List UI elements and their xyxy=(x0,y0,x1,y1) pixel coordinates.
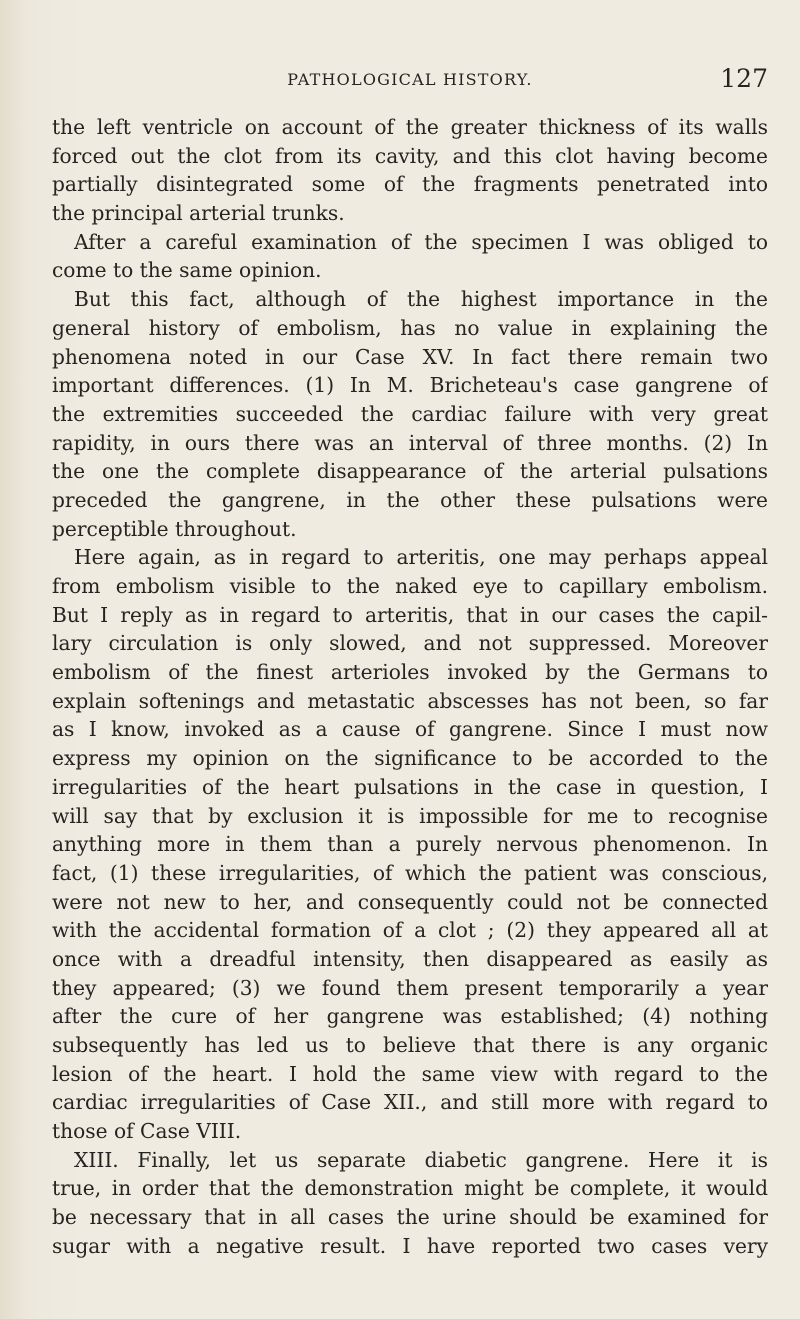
text-line: But this fact, although of the highest importance in the xyxy=(74,287,768,312)
text-line: forced out the clot from its cavity, and this clot having become xyxy=(52,143,768,168)
text-line: embolism of the finest arterioles invoked by the Germans to xyxy=(52,660,768,685)
text-line: the one the complete disappearance of the arterial pulsations xyxy=(52,459,768,484)
text-line: the extremities succeeded the cardiac failure with very great xyxy=(52,401,768,426)
text-line: from embolism visible to the naked eye to capillary embolism. xyxy=(52,574,768,598)
text-line: preceded the gangrene, in the other these pulsations were xyxy=(52,487,768,512)
text-line: lary circulation is only slowed, and not suppressed. Moreover xyxy=(52,631,768,656)
text-line: true, in order that the demonstration might be complete, it would xyxy=(52,1176,768,1201)
text-line: lesion of the heart. I hold the same view with regard to the xyxy=(52,1061,768,1086)
body-text xyxy=(52,113,768,1261)
text-line: subsequently has led us to believe that there is any organic xyxy=(52,1033,768,1057)
text-line: cardiac irregularities of Case XII., and still more with regard to xyxy=(52,1090,768,1115)
text-line: after the cure of her gangrene was established; (4) nothing xyxy=(52,1004,768,1029)
text-line: perceptible throughout. xyxy=(52,516,297,541)
text-line: they appeared; (3) we found them present temporarily a year xyxy=(52,975,768,1000)
text-line: be necessary that in all cases the urine should be examined for xyxy=(52,1205,768,1230)
text-line: important differences. (1) In M. Bricheteau's case gangrene of xyxy=(52,373,768,398)
page-number: 127 xyxy=(720,64,768,93)
text-line: rapidity, in ours there was an interval of three months. (2) In xyxy=(52,430,768,455)
page-header xyxy=(52,64,768,98)
text-line: once with a dreadful intensity, then disappeared as easily as xyxy=(52,946,768,971)
text-line: fact, (1) these irregularities, of which the patient was conscious, xyxy=(52,860,768,885)
text-line: the principal arterial trunks. xyxy=(52,201,345,226)
text-line: partially disintegrated some of the fragments penetrated into xyxy=(52,172,768,197)
text-line: will say that by exclusion it is impossible for me to recognise xyxy=(52,803,768,828)
text-line: explain softenings and metastatic abscesses has not been, so far xyxy=(52,688,768,713)
text-line: anything more in them than a purely nervous phenomenon. In xyxy=(52,832,768,857)
text-line: general history of embolism, has no value in explaining the xyxy=(52,315,768,340)
text-line: But I reply as in regard to arteritis, that in our cases the capil- xyxy=(52,602,768,627)
text-line: as I know, invoked as a cause of gangrene. Since I must now xyxy=(52,717,768,742)
text-line: Here again, as in regard to arteritis, one may perhaps appeal xyxy=(74,545,768,570)
text-line: come to the same opinion. xyxy=(52,258,322,283)
text-line: express my opinion on the significance to be accorded to the xyxy=(52,746,768,771)
running-head: PATHOLOGICAL HISTORY. xyxy=(287,70,533,89)
text-line: the left ventricle on account of the greater thickness of its walls xyxy=(52,115,768,139)
text-line: irregularities of the heart pulsations in the case in question, I xyxy=(52,774,768,799)
text-line: After a careful examination of the specimen I was obliged to xyxy=(74,229,768,254)
text-line: XIII. Finally, let us separate diabetic gangrene. Here it is xyxy=(74,1147,768,1172)
text-line: phenomena noted in our Case XV. In fact there remain two xyxy=(52,344,768,369)
text-line: sugar with a negative result. I have reported two cases very xyxy=(52,1233,768,1258)
text-line: with the accidental formation of a clot ; (2) they appeared all at xyxy=(52,918,768,943)
text-line: were not new to her, and consequently could not be connected xyxy=(52,889,768,914)
text-line: those of Case VIII. xyxy=(52,1119,242,1144)
